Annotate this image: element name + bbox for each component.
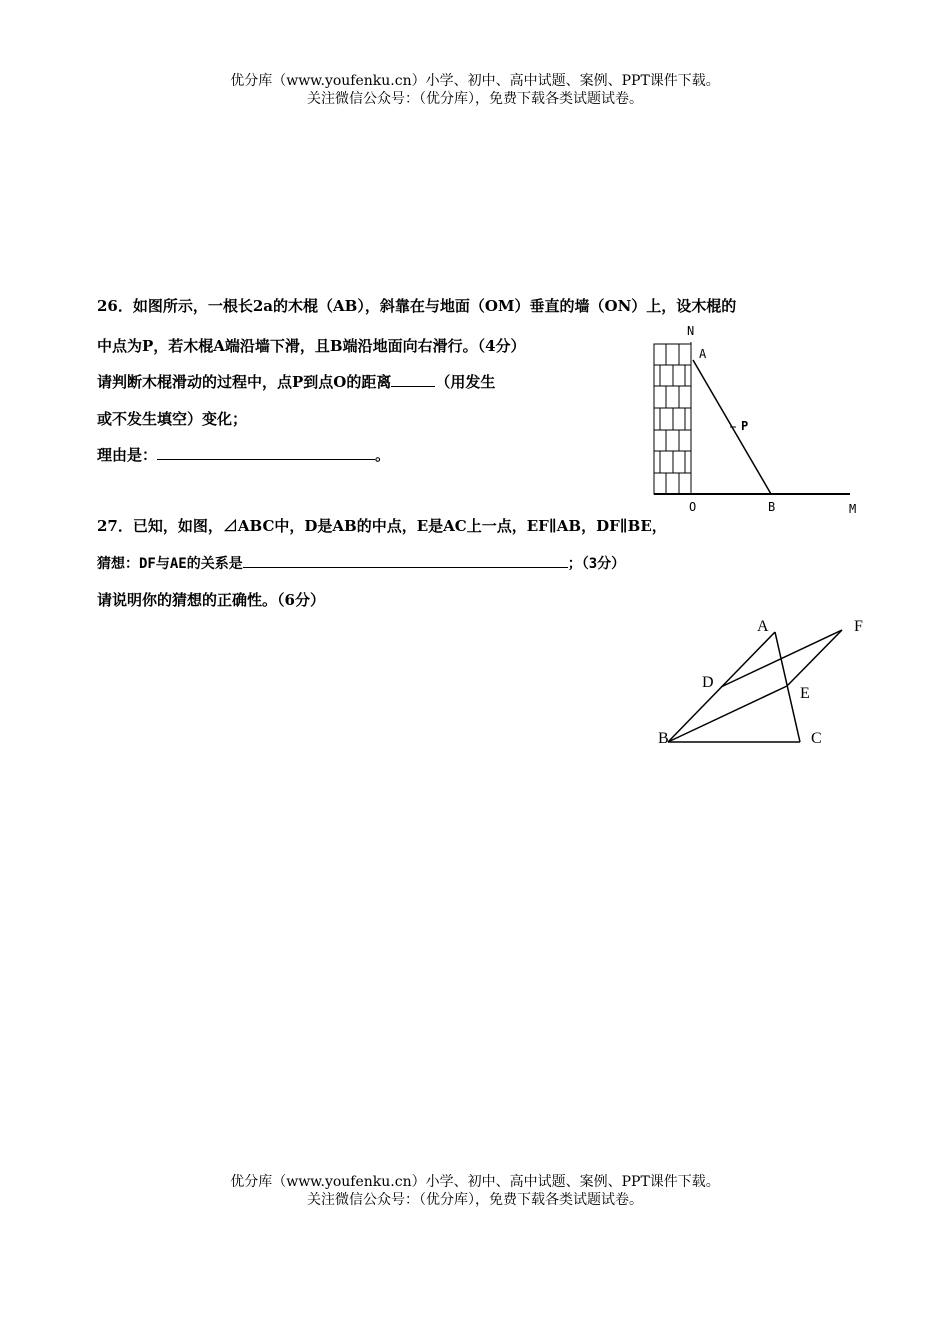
q26-figure bbox=[640, 320, 870, 520]
label-f: F bbox=[854, 618, 863, 635]
q26-line-2: 中点为P，若木棍A端沿墙下滑，且B端沿地面向右滑行。（4分） bbox=[97, 337, 526, 355]
label-o: O bbox=[689, 500, 697, 514]
footer-line-2: 关注微信公众号：（优分库），免费下载各类试题试卷。 bbox=[307, 1192, 643, 1208]
q27-line-1: 27．已知，如图，⊿ABC中，D是AB的中点，E是AC上一点，EF∥AB，DF∥BE， bbox=[97, 517, 667, 535]
header-line-2: 关注微信公众号：（优分库），免费下载各类试题试卷。 bbox=[307, 91, 643, 107]
label-d: D bbox=[702, 674, 714, 691]
q26-line-5-tail: 。 bbox=[375, 446, 391, 464]
page-footer bbox=[0, 1173, 950, 1209]
q27-answer-blank[interactable] bbox=[243, 553, 568, 568]
q27-figure bbox=[650, 610, 880, 760]
q26-line-4: 或不发生填空）变化； bbox=[97, 410, 248, 428]
label-b: B bbox=[658, 730, 669, 747]
q26-line-3 bbox=[97, 372, 495, 392]
q26-line-3-text: 请判断木棍滑动的过程中，点P到点O的距离 bbox=[97, 373, 392, 391]
q26-line-3-tail: （用发生 bbox=[435, 373, 496, 391]
brick-wall bbox=[654, 344, 691, 494]
segment-df bbox=[721, 630, 842, 687]
q26-answer-blank-distance[interactable] bbox=[391, 372, 435, 387]
segment-ef bbox=[787, 630, 842, 686]
label-c: C bbox=[811, 730, 822, 747]
label-b: B bbox=[768, 500, 776, 514]
label-e: E bbox=[800, 685, 810, 702]
q26-answer-blank-reason[interactable] bbox=[157, 445, 375, 460]
label-a: A bbox=[699, 347, 707, 361]
page-header bbox=[0, 72, 950, 108]
q26-line-1: 26．如图所示，一根长2a的木棍（AB），斜靠在与地面（OM）垂直的墙（ON）上，设木棍的 bbox=[97, 297, 737, 315]
q27-line-2 bbox=[97, 553, 625, 574]
q26-line-5 bbox=[97, 445, 390, 465]
header-line-1: 优分库（www.youfenku.cn）小学、初中、高中试题、案例、PPT课件下载。 bbox=[230, 73, 720, 89]
segment-ac bbox=[775, 632, 800, 742]
footer-line-1: 优分库（www.youfenku.cn）小学、初中、高中试题、案例、PPT课件下载。 bbox=[230, 1174, 720, 1190]
label-m: M bbox=[849, 502, 857, 516]
segment-be bbox=[668, 686, 787, 742]
label-n: N bbox=[687, 324, 695, 338]
q27-line-2-tail: ；（3分） bbox=[567, 556, 626, 572]
label-a: A bbox=[757, 618, 769, 635]
q27-line-3: 请说明你的猜想的正确性。（6分） bbox=[97, 591, 325, 609]
q27-guess-label: 猜想：DF与AE的关系是 bbox=[97, 556, 243, 572]
q26-reason-label: 理由是： bbox=[97, 446, 158, 464]
label-p: P bbox=[741, 419, 749, 433]
